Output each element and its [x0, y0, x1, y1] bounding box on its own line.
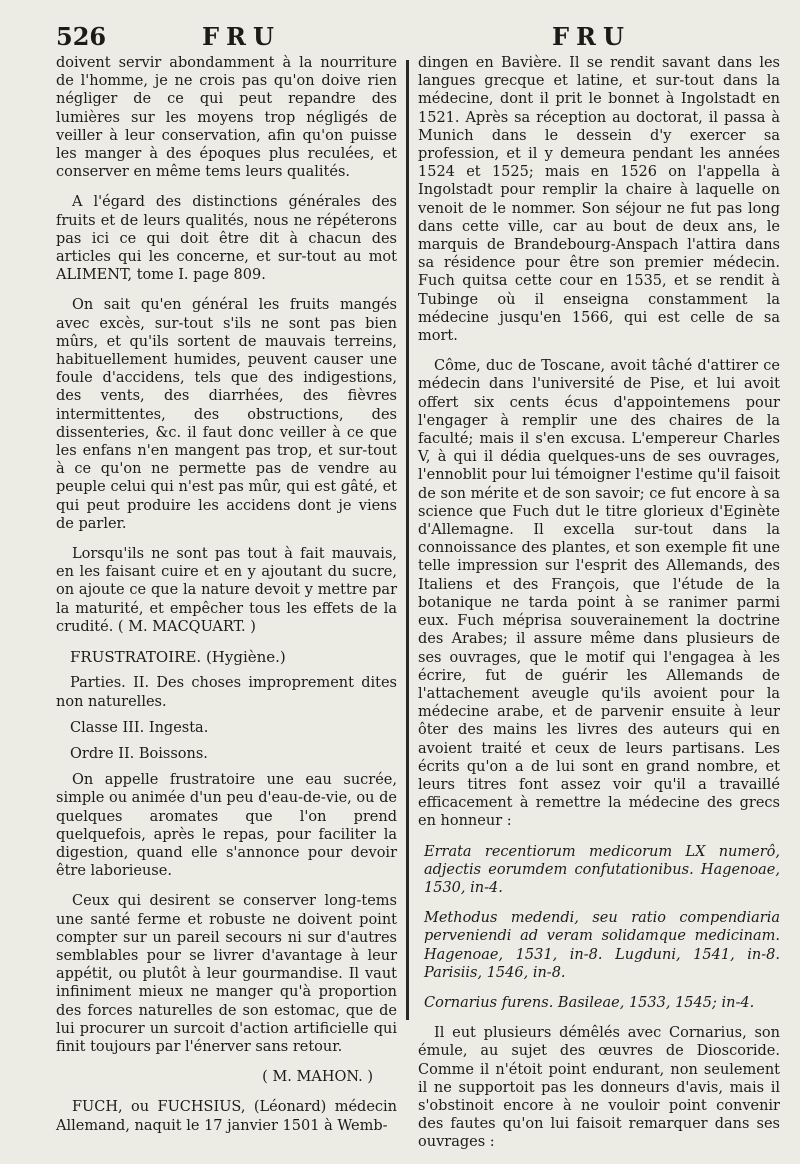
- bibliography-entry: Errata recentiorum medicorum LX numerô, adjectis eorumdem confutationibus. Hagenoae, 1530, in-4.: [424, 843, 780, 896]
- classification-classe: Classe III. Ingesta.: [70, 719, 209, 736]
- paragraph: FUCH, ou FUCHSIUS, (Léonard) médecin Allemand, naquit le 17 janvier 1501 à Wemb-: [56, 1099, 397, 1134]
- paragraph: On sait qu'en général les fruits mangés avec excès, sur-tout s'ils ne sont pas bien mûrs, et qu'ils sortent de mauvais terreins, habituellement humides, peuvent causer une foule d'accidens, tels que des indigestions, des vents, des diarrhées, des fièvres intermittentes, des obstructions, des dissenteries, &c. il faut donc veiller à ce que les enfans n'en mangent pas trop, et sur-tout à ce qu'on ne permette pas de vendre au peuple celui qui n'est pas mûr, qui est gâté, et qui peut produire les accidens dont je viens de parler.: [56, 297, 397, 532]
- paragraph: A l'égard des distinctions générales des fruits et de leurs qualités, nous ne répéterons pas ici ce qui doit être dit à chacun des articles qui les concerne, et sur-tout au mot ALIMENT, tome I. page 809.: [56, 194, 397, 284]
- classification-parties: Parties. II. Des choses improprement dites non naturelles.: [56, 675, 397, 710]
- paragraph: Côme, duc de Toscane, avoit tâché d'attirer ce médecin dans l'université de Pise, et lui avoit offert six cents écus d'appointemens pour l'engager à remplir une des chaires de la faculté; mais il s'en excusa. L'empereur Charles V, à qui il dédia quelques-uns de ses ouvrages, l'ennoblit pour lui témoigner l'estime qu'il faisoit de son mérite et de son savoir; ce fut encore à sa science que Fuch dut le titre glorieux d'Eginète d'Allemagne. Il excella sur-tout dans la connoissance des plantes, et son exemple fit une telle impression sur l'esprit des Allemands, des Italiens et des François, que l'étude de la botanique ne tarda point à se ranimer parmi eux. Fuch méprisa souverainement la doctrine des Arabes; il assure même dans plusieurs de ses ouvrages, que le motif qui l'engagea à les écrire, fut de guérir les Allemands de l'attachement aveugle qu'ils avoient pour la médecine arabe, et de parvenir ensuite à leur ôter des mains les livres des auteurs qui en avoient traité et ceux de leurs partisans. Les écrits qu'on a de lui sont en grand nombre, et leurs titres font assez voir qu'il a travaillé efficacement à remettre la médecine des grecs en honneur :: [418, 358, 780, 830]
- running-head-left: FRU: [202, 22, 281, 51]
- classification-ordre: Ordre II. Boissons.: [70, 745, 208, 762]
- paragraph: Ceux qui desirent se conserver long-tems une santé ferme et robuste ne doivent point compter sur un pareil secours ni sur d'autres semblables pour se livrer d'avantage à leur appétit, ou plutôt à leur gourmandise. Il vaut infiniment mieux ne manger qu'à proportion des forces naturelles de son estomac, que de lui procurer un surcoit d'action artificielle qui finit toujours par l'énerver sans retour.: [56, 893, 397, 1055]
- column-divider: [406, 60, 409, 1020]
- paragraph: On appelle frustratoire une eau sucrée, simple ou animée d'un peu d'eau-de-vie, ou de quelques aromates que l'on prend quelquefois, après le repas, pour faciliter la digestion, quand elle s'annonce pour devoir être laborieuse.: [56, 772, 397, 880]
- left-column: [56, 54, 397, 1147]
- page-number: 526: [56, 22, 107, 51]
- running-head-right: FRU: [552, 22, 631, 51]
- right-column: [418, 54, 780, 1164]
- bibliography-entry: Methodus medendi, seu ratio compendiaria perveniendi ad veram solidamque medicinam. Hagenoae, 1531, in-8. Lugduni, 1541, in-8. Parisiis, 1546, in-8.: [424, 910, 780, 981]
- entry-title: FRUSTRATOIRE. (Hygiène.): [70, 648, 286, 667]
- paragraph: Lorsqu'ils ne sont pas tout à fait mauvais, en les faisant cuire et en y ajoutant du sucre, on ajoute ce que la nature devoit y mettre par la maturité, et empêcher tous les effets de la crudité. ( M. MACQUART. ): [56, 546, 397, 635]
- paragraph: doivent servir abondamment à la nourriture de l'homme, je ne crois pas qu'on doive rien négliger de ce qui peut repandre des lumières sur les moyens trop négligés de veiller à leur conservation, afin qu'on puisse les manger à des époques plus reculées, et conserver en même tems leurs qualités.: [56, 55, 397, 181]
- author-signature: ( M. MAHON. ): [262, 1069, 373, 1086]
- paragraph: Il eut plusieurs démêlés avec Cornarius, son émule, au sujet des œuvres de Dioscoride. Comme il n'étoit point endurant, non seulement il ne supportoit pas les donneurs d'avis, mais il s'obstinoit encore à ne vouloir point convenir des fautes qu'on lui faisoit remarquer dans ses ouvrages :: [418, 1025, 780, 1151]
- running-header: [0, 22, 800, 52]
- paragraph: dingen en Bavière. Il se rendit savant dans les langues grecque et latine, et sur-tout dans la médecine, dont il prit le bonnet à Ingolstadt en 1521. Après sa réception au doctorat, il passa à Munich dans le dessein d'y exercer sa profession, et il y demeura pendant les années 1524 et 1525; mais en 1526 on l'appella à Ingolstadt pour remplir la chaire à laquelle on venoit de le nommer. Son séjour ne fut pas long dans cette ville, car au bout de deux ans, le marquis de Brandebourg-Anspach l'attira dans sa résidence pour être son premier médecin. Fuch quitsa cette cour en 1535, et se rendit à Tubinge où il enseigna constamment la médecine jusqu'en 1566, qui est celle de sa mort.: [418, 55, 780, 345]
- bibliography-entry: Cornarius furens. Basileae, 1533, 1545; in-4.: [424, 994, 755, 1011]
